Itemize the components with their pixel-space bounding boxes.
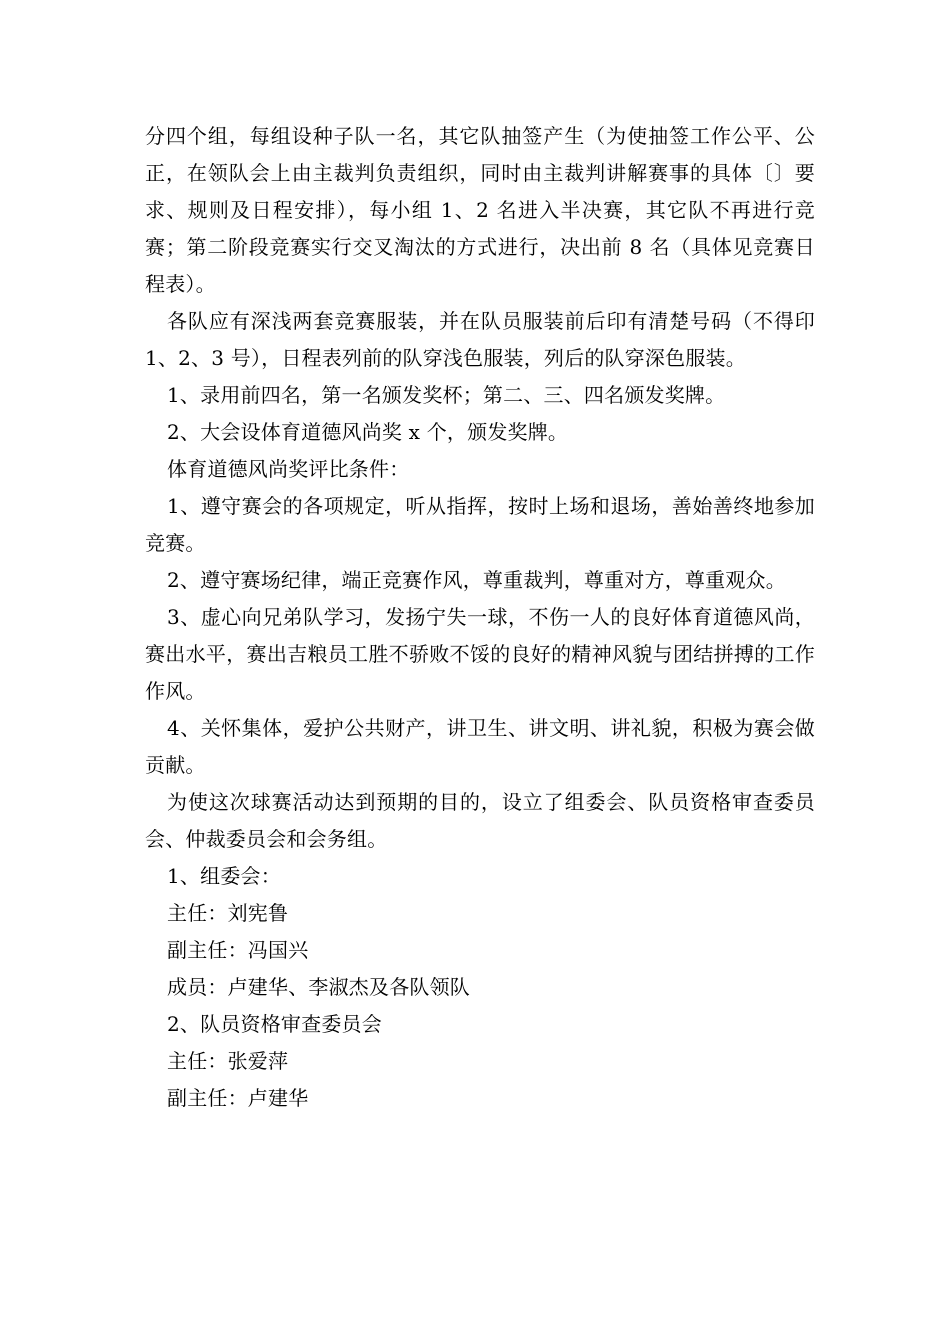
- paragraph-competition-format: 分四个组，每组设种子队一名，其它队抽签产生（为使抽签工作公平、公正，在领队会上由主裁判负责组织，同时由主裁判讲解赛事的具体〔〕要求、规则及日程安排），每小组 1、2 名进入半决赛，其它队不再进行竞赛；第二阶段竞赛实行交叉淘汰的方式进行，决出前 8 名（具体见竞赛日程表）。: [145, 124, 815, 296]
- paragraph-organizing-director: 主任：刘宪鲁: [167, 901, 289, 925]
- paragraph-criteria-1: 1、遵守赛会的各项规定，听从指挥，按时上场和退场，善始善终地参加竞赛。: [145, 494, 815, 555]
- paragraph-qualification-director: 主任：张爱萍: [167, 1049, 289, 1073]
- paragraph-qualification-committee-heading: 2、队员资格审查委员会: [167, 1012, 382, 1036]
- paragraph-organizing-members: 成员：卢建华、李淑杰及各队领队: [167, 975, 470, 999]
- paragraph-criteria-4: 4、关怀集体，爱护公共财产，讲卫生、讲文明、讲礼貌，积极为赛会做贡献。: [145, 716, 815, 777]
- paragraph-award-ranking: 1、录用前四名，第一名颁发奖杯；第二、三、四名颁发奖牌。: [167, 383, 726, 407]
- paragraph-organizing-deputy: 副主任：冯国兴: [167, 938, 309, 962]
- paragraph-committees-intro: 为使这次球赛活动达到预期的目的，设立了组委会、队员资格审查委员会、仲裁委员会和会务组。: [145, 790, 815, 851]
- paragraph-award-sportsmanship: 2、大会设体育道德风尚奖 x 个，颁发奖牌。: [167, 420, 569, 444]
- paragraph-uniform-rules: 各队应有深浅两套竞赛服装，并在队员服装前后印有清楚号码（不得印 1、2、3 号），日程表列前的队穿浅色服装，列后的队穿深色服装。: [145, 309, 815, 370]
- paragraph-criteria-3: 3、虚心向兄弟队学习，发扬宁失一球，不伤一人的良好体育道德风尚，赛出水平，赛出吉粮员工胜不骄败不馁的良好的精神风貌与团结拼搏的工作作风。: [145, 605, 815, 703]
- document-page: [145, 118, 815, 1117]
- paragraph-qualification-deputy: 副主任：卢建华: [167, 1086, 309, 1110]
- paragraph-criteria-heading: 体育道德风尚奖评比条件：: [167, 457, 410, 481]
- paragraph-criteria-2: 2、遵守赛场纪律，端正竞赛作风，尊重裁判，尊重对方，尊重观众。: [167, 568, 786, 592]
- paragraph-organizing-committee-heading: 1、组委会：: [167, 864, 281, 888]
